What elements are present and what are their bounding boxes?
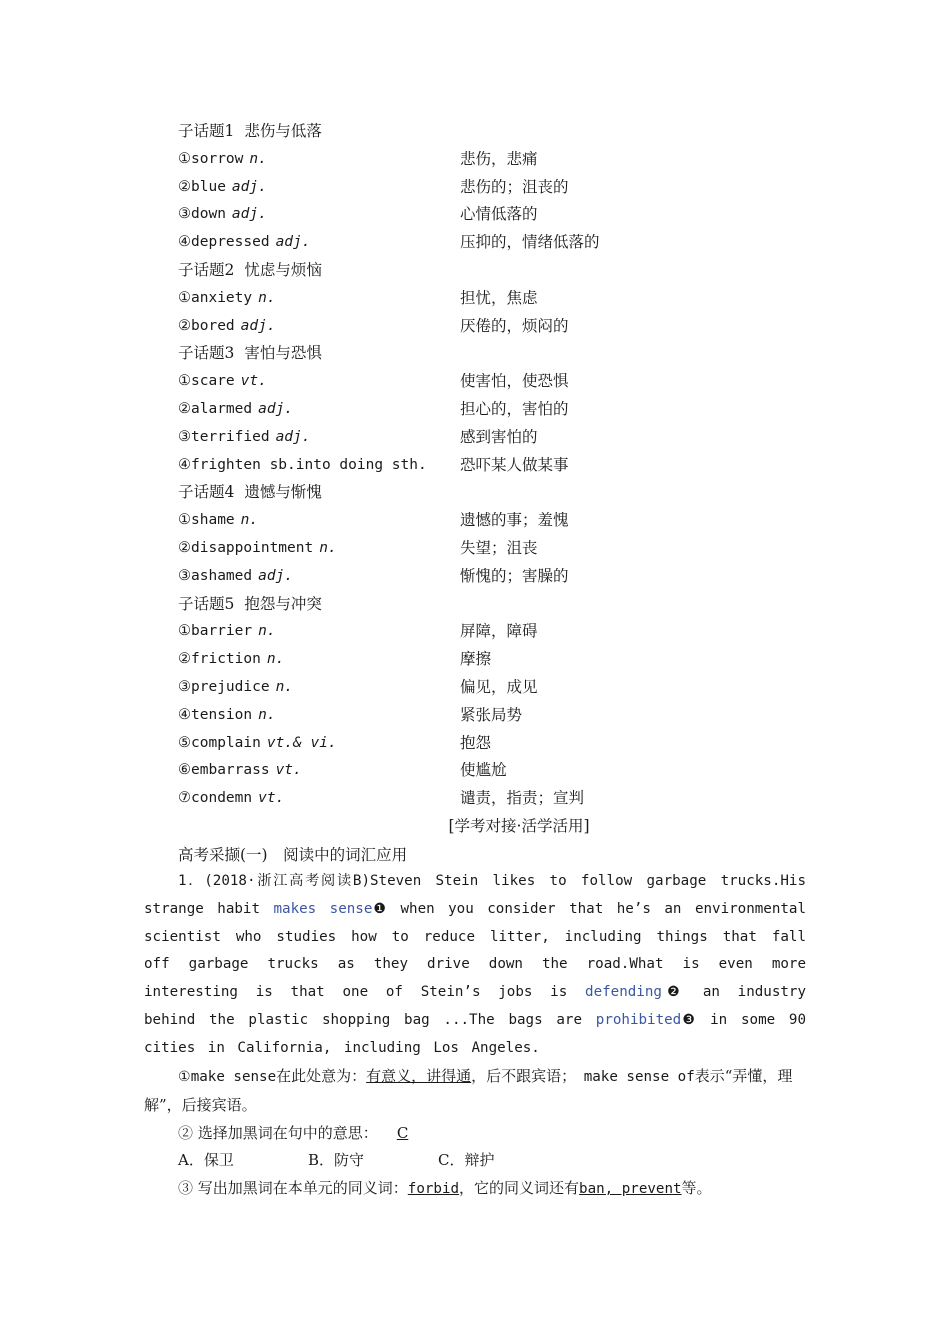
vocab-word: scare [191, 373, 235, 390]
item-number: ④ [178, 234, 191, 251]
subtopic-title: 抱怨与冲突 [244, 594, 322, 613]
vocab-row [178, 702, 638, 730]
vocab-term [178, 646, 284, 674]
vocab-term [178, 313, 276, 341]
item-number: ④ [178, 456, 191, 473]
item-number: ② [178, 317, 191, 334]
vocab-row [178, 146, 638, 174]
subtopic-label: 子话题4 [178, 483, 235, 502]
vocab-row [178, 201, 638, 229]
part-of-speech: adj. [275, 428, 311, 445]
part-of-speech: n. [319, 539, 337, 556]
item-number: ① [178, 623, 191, 640]
vocab-word: barrier [191, 623, 253, 640]
highlight-phrase-2: defending [585, 984, 662, 1001]
answer-2: C [396, 1123, 409, 1142]
vocab-row [178, 535, 638, 563]
vocab-row [178, 396, 638, 424]
vocab-term [178, 674, 293, 702]
vocab-meaning: 使害怕，使恐惧 [460, 372, 569, 391]
answer-3a: forbid [407, 1181, 460, 1198]
vocab-row [178, 785, 638, 813]
part-of-speech: adj. [258, 400, 294, 417]
vocab-row [178, 563, 638, 591]
vocab-word: depressed [191, 234, 270, 251]
part-of-speech: n. [266, 651, 285, 668]
part-of-speech: vt. [258, 790, 285, 807]
vocab-word: shame [191, 512, 235, 529]
part-of-speech: n. [258, 289, 276, 306]
vocab-term [178, 618, 276, 646]
vocab-row [178, 285, 638, 313]
vocab-word: bored [191, 317, 235, 334]
item-number: ⑤ [178, 734, 191, 751]
option-b: B．防守 [308, 1151, 365, 1170]
vocab-meaning: 遗憾的事；羞愧 [460, 511, 569, 530]
vocab-word: anxiety [191, 289, 253, 306]
note-2-options [144, 1147, 806, 1175]
vocab-meaning: 厌倦的，烦闷的 [460, 316, 569, 335]
item-number: ① [178, 150, 191, 167]
item-number: ⑥ [178, 762, 191, 779]
vocab-word: blue [191, 178, 226, 195]
vocab-word: ashamed [191, 567, 253, 584]
vocab-row [178, 368, 638, 396]
item-number: ④ [178, 706, 191, 723]
vocab-word: terrified [191, 428, 270, 445]
highlight-phrase-1: makes sense [273, 900, 373, 917]
part-of-speech: vt. [240, 373, 267, 390]
vocab-term [178, 424, 311, 452]
vocab-row [178, 507, 638, 535]
vocab-word: complain [191, 734, 261, 751]
vocab-row [178, 452, 638, 480]
part-of-speech: n. [249, 150, 267, 167]
vocab-word: friction [191, 651, 261, 668]
item-number: ⑦ [178, 790, 191, 807]
item-number: ③ [178, 206, 191, 223]
vocab-term [178, 201, 267, 229]
vocab-word: frighten sb.into doing sth. [191, 456, 427, 473]
vocab-term [178, 452, 427, 480]
vocab-meaning: 摩擦 [460, 650, 492, 669]
item-number: ① [178, 512, 191, 529]
vocab-meaning: 惭愧的；害臊的 [460, 566, 569, 585]
section-divider-label: [学考对接·活学活用] [448, 817, 590, 835]
subtopic-label: 子话题3 [178, 344, 235, 363]
vocab-term [178, 229, 311, 257]
subtopic-label: 子话题2 [178, 260, 235, 279]
exercise-notes [144, 1063, 806, 1204]
vocab-meaning: 屏障，障碍 [460, 622, 538, 641]
subtopic-label: 子话题5 [178, 594, 235, 613]
vocab-meaning: 抱怨 [460, 733, 492, 752]
part-of-speech: vt. [275, 762, 302, 779]
part-of-speech: vt.& vi. [266, 734, 337, 751]
vocab-meaning: 悲伤的；沮丧的 [460, 177, 569, 196]
part-of-speech: n. [240, 512, 259, 529]
subtopic-label: 子话题1 [178, 122, 235, 140]
part-of-speech: adj. [275, 234, 311, 251]
vocab-row [178, 424, 638, 452]
vocab-term [178, 535, 337, 563]
subtopic-title: 忧虑与烦恼 [244, 260, 322, 279]
vocab-row [178, 730, 638, 758]
subtopic-heading [178, 118, 638, 146]
option-a: A．保卫 [178, 1151, 234, 1170]
item-number: ③ [178, 428, 191, 445]
passage-text: in some 90 cities in California, including Los Angeles. [144, 1011, 806, 1056]
highlight-phrase-3: prohibited [595, 1011, 682, 1028]
note-1: ①make sense在此处意为：有意义，讲得通，后不跟宾语； make sense of表示“弄懂，理解”，后接宾语。 [144, 1067, 793, 1114]
item-number: ② [178, 400, 191, 417]
vocab-meaning: 恐吓某人做某事 [460, 455, 569, 474]
vocab-meaning: 紧张局势 [460, 705, 523, 724]
option-c: C．辩护 [438, 1151, 495, 1170]
vocab-word: down [191, 206, 226, 223]
part-of-speech: n. [258, 706, 276, 723]
part-of-speech: adj. [231, 206, 267, 223]
item-number: ② [178, 539, 191, 556]
passage-text: an industry behind the plastic shopping bag ...The bags are [144, 984, 806, 1028]
subtopic-heading [178, 591, 638, 619]
vocab-term [178, 146, 267, 174]
passage-text: 1．(2018·浙江高考阅读B)Steven Stein likes to follow garbage trucks.His strange habit [144, 873, 806, 917]
vocab-word: tension [191, 706, 253, 723]
vocab-word: sorrow [191, 150, 244, 167]
section-title: 高考采撷(一) 阅读中的词汇应用 [178, 846, 408, 864]
vocab-term [178, 702, 276, 730]
part-of-speech: n. [258, 623, 276, 640]
item-number: ② [178, 178, 191, 195]
vocab-row [178, 674, 638, 702]
subtopic-title: 悲伤与低落 [244, 122, 322, 140]
vocab-word: disappointment [191, 539, 314, 556]
vocab-meaning: 谴责，指责；宣判 [460, 789, 585, 808]
vocab-term [178, 785, 284, 813]
vocab-meaning: 偏见，成见 [460, 677, 538, 696]
subtopic-title: 害怕与恐惧 [244, 344, 322, 363]
item-number: ③ [178, 678, 191, 695]
subtopic-title: 遗憾与惭愧 [244, 483, 322, 502]
vocab-term [178, 396, 293, 424]
vocab-row [178, 618, 638, 646]
vocab-row [178, 646, 638, 674]
vocab-meaning: 失望；沮丧 [460, 538, 538, 557]
vocab-row [178, 313, 638, 341]
item-number: ① [178, 373, 191, 390]
part-of-speech: adj. [240, 317, 276, 334]
vocab-word: alarmed [191, 400, 253, 417]
subtopic-heading [178, 340, 638, 368]
vocab-meaning: 悲伤，悲痛 [460, 149, 538, 168]
vocab-meaning: 感到害怕的 [460, 427, 538, 446]
marker-3: ❸ [681, 1011, 697, 1028]
vocab-meaning: 心情低落的 [460, 205, 538, 224]
item-number: ① [178, 289, 191, 306]
note-2: ② 选择加黑词在句中的意思： C [144, 1120, 806, 1148]
vocab-row [178, 174, 638, 202]
answer-1: 有意义，讲得通 [366, 1067, 472, 1085]
vocab-term [178, 507, 258, 535]
vocab-meaning: 使尴尬 [460, 761, 507, 780]
vocab-term [178, 174, 267, 202]
passage-text: when you consider that he’s an environmental scientist who studies how to reduce litter, including things that fall off garbage trucks as they drive down the road.What is even more interesting is that one of Stein’s jobs is [144, 900, 806, 1001]
subtopic-heading [178, 479, 638, 507]
vocab-row [178, 757, 638, 785]
note-3: ③ 写出加黑词在本单元的同义词：forbid，它的同义词还有ban, prevent等。 [178, 1179, 712, 1198]
marker-1: ❶ [372, 900, 387, 917]
vocab-term [178, 757, 302, 785]
marker-2: ❷ [661, 984, 686, 1001]
vocab-term [178, 285, 276, 313]
vocab-term [178, 368, 267, 396]
answer-3b: ban, prevent [579, 1181, 682, 1198]
vocab-meaning: 担心的，害怕的 [460, 399, 569, 418]
item-number: ③ [178, 567, 191, 584]
subtopic-heading [178, 257, 638, 285]
part-of-speech: n. [275, 678, 294, 695]
vocab-row [178, 229, 638, 257]
vocab-word: embarrass [191, 762, 270, 779]
reading-passage [144, 868, 806, 1063]
vocab-word: condemn [191, 790, 253, 807]
vocab-meaning: 担忧，焦虑 [460, 288, 538, 307]
vocab-meaning: 压抑的，情绪低落的 [460, 233, 600, 252]
vocabulary-list [178, 118, 638, 813]
vocab-term [178, 730, 337, 758]
vocab-word: prejudice [191, 678, 270, 695]
part-of-speech: adj. [231, 178, 267, 195]
part-of-speech: adj. [258, 567, 294, 584]
item-number: ② [178, 651, 191, 668]
vocab-term [178, 563, 293, 591]
